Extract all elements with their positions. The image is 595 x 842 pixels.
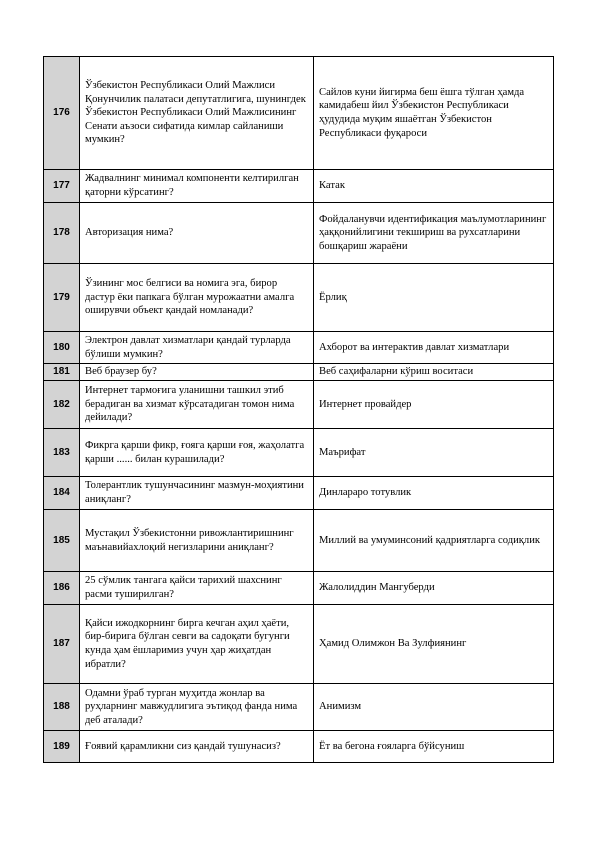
- question-cell: Авторизация нима?: [80, 203, 314, 264]
- row-number: 179: [44, 264, 80, 332]
- question-cell: Мустақил Ўзбекистонни ривожлантиришнинг маънавийахлоқий негизларини аниқланг?: [80, 510, 314, 572]
- row-number: 187: [44, 605, 80, 684]
- question-cell: Фикрга қарши фикр, ғояга қарши ғоя, жаҳолатга қарши ...... билан курашилади?: [80, 429, 314, 477]
- table-row: [44, 264, 554, 332]
- answer-cell: Ахборот ва интерактив давлат хизматлари: [314, 332, 554, 364]
- row-number: 183: [44, 429, 80, 477]
- question-cell: Толерантлик тушунчасининг мазмун-моҳиятини аниқланг?: [80, 477, 314, 510]
- question-cell: Интернет тармоғига уланишни ташкил этиб берадиган ва хизмат кўрсатадиган томон нима дейилади?: [80, 381, 314, 429]
- table-row: [44, 429, 554, 477]
- answer-cell: Маърифат: [314, 429, 554, 477]
- answer-cell: Ёрлиқ: [314, 264, 554, 332]
- table-row: [44, 684, 554, 731]
- row-number: 182: [44, 381, 80, 429]
- question-cell: Ўзининг мос белгиси ва номига эга, бирор дастур ёки папкага бўлган мурожаатни амалга оширувчи объект қандай номланади?: [80, 264, 314, 332]
- answer-cell: Фойдаланувчи идентификация маълумотларининг ҳаққонийлигини текшириш ва рухсатларини бошқариш жараёни: [314, 203, 554, 264]
- table-row: [44, 572, 554, 605]
- row-number: 176: [44, 57, 80, 170]
- answer-cell: Сайлов куни йигирма беш ёшга тўлган ҳамда камидабеш йил Ўзбекистон Республикаси ҳудудида муқим яшаётган Ўзбекистон Республикаси фуқароси: [314, 57, 554, 170]
- table-row: [44, 381, 554, 429]
- answer-cell: Интернет провайдер: [314, 381, 554, 429]
- answer-cell: Катак: [314, 170, 554, 203]
- table-row: [44, 57, 554, 170]
- questions-table: [43, 56, 554, 763]
- answer-cell: Миллий ва умуминсоний қадриятларга содиқлик: [314, 510, 554, 572]
- answer-cell: Веб саҳифаларни кўриш воситаси: [314, 364, 554, 381]
- row-number: 181: [44, 364, 80, 381]
- table-row: [44, 510, 554, 572]
- question-cell: Ғоявий қарамликни сиз қандай тушунасиз?: [80, 731, 314, 763]
- row-number: 188: [44, 684, 80, 731]
- row-number: 184: [44, 477, 80, 510]
- table-row: [44, 364, 554, 381]
- question-cell: Одамни ўраб турган муҳитда жонлар ва руҳларнинг мавжудлигига эътиқод фанда нима деб аталади?: [80, 684, 314, 731]
- question-cell: Қайси ижодкорнинг бирга кечган аҳил ҳаёти, бир-бирига бўлган севги ва садоқати бугунги кунда ҳам ёшларимиз учун ҳар жиҳатдан ибратли?: [80, 605, 314, 684]
- answer-cell: Анимизм: [314, 684, 554, 731]
- table-row: [44, 477, 554, 510]
- question-cell: Электрон давлат хизматлари қандай турларда бўлиши мумкин?: [80, 332, 314, 364]
- row-number: 178: [44, 203, 80, 264]
- table-row: [44, 605, 554, 684]
- question-cell: Жадвалнинг минимал компоненти келтирилган қаторни кўрсатинг?: [80, 170, 314, 203]
- row-number: 185: [44, 510, 80, 572]
- row-number: 180: [44, 332, 80, 364]
- table-row: [44, 731, 554, 763]
- answer-cell: Жалолиддин Мангуберди: [314, 572, 554, 605]
- row-number: 189: [44, 731, 80, 763]
- row-number: 177: [44, 170, 80, 203]
- question-cell: Ўзбекистон Республикаси Олий Мажлиси Қонунчилик палатаси депутатлигига, шунингдек Ўзбекистон Республикаси Олий Мажлисининг Сенати аъзоси сифатида кимлар сайланиши мумкин?: [80, 57, 314, 170]
- question-cell: Веб браузер бу?: [80, 364, 314, 381]
- answer-cell: Ҳамид Олимжон Ва Зулфиянинг: [314, 605, 554, 684]
- table-row: [44, 170, 554, 203]
- row-number: 186: [44, 572, 80, 605]
- answer-cell: Ёт ва бегона ғояларга бўйсуниш: [314, 731, 554, 763]
- question-cell: 25 сўмлик тангага қайси тарихий шахснинг расми туширилган?: [80, 572, 314, 605]
- answer-cell: Динлараро тотувлик: [314, 477, 554, 510]
- table-row: [44, 332, 554, 364]
- table-row: [44, 203, 554, 264]
